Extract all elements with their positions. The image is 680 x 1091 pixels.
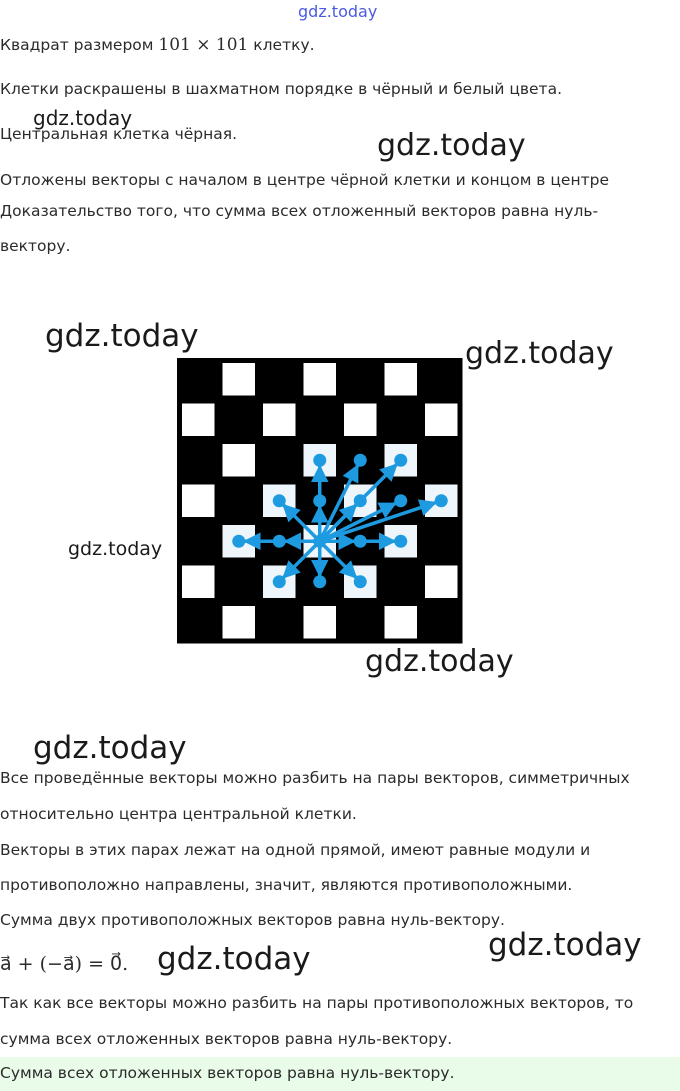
board-cell-dark (421, 602, 462, 643)
cell-center-point (394, 454, 407, 467)
board-cell-dark (300, 400, 341, 441)
watermark: gdz.today (365, 644, 514, 679)
solution-line-3: Векторы в этих парах лежат на одной прямой, имеют равные модули и (0, 841, 591, 859)
solution-line-5: Сумма двух противоположных векторов равна нуль-вектору. (0, 911, 505, 929)
board-cell-dark (340, 602, 381, 643)
board-cell-dark (219, 400, 260, 441)
cell-center-point (273, 535, 286, 548)
statement-line-2: Клетки раскрашены в шахматном порядке в чёрный и белый цвета. (0, 80, 562, 98)
board-cell-dark (421, 440, 462, 481)
watermark-top: gdz.today (298, 2, 378, 21)
board-cell-light (344, 404, 377, 437)
cell-center-point (394, 535, 407, 548)
watermark: gdz.today (465, 336, 614, 371)
watermark: gdz.today (68, 538, 163, 560)
board-cell-dark (178, 440, 219, 481)
watermark: gdz.today (33, 730, 187, 766)
board-cell-dark (259, 359, 300, 400)
board-cell-light (263, 404, 296, 437)
board-cell-dark (381, 400, 422, 441)
grid-size-math: 101 × 101 (158, 35, 249, 55)
cell-center-point (354, 494, 367, 507)
vector-formula: a⃗ + (−a⃗) = 0⃗. (0, 953, 129, 975)
board-cell-dark (259, 602, 300, 643)
statement-line-4: Отложены векторы с началом в центре чёрной клетки и концом в центре (0, 171, 609, 189)
cell-center-point (354, 575, 367, 588)
cell-center-point (273, 575, 286, 588)
answer-text: Сумма всех отложенных векторов равна нуль-вектору. (0, 1064, 455, 1082)
board-cell-dark (381, 562, 422, 603)
statement-line-5: Доказательство того, что сумма всех отложенный векторов равна нуль- (0, 202, 599, 220)
board-cell-light (223, 444, 256, 477)
board-cell-dark (259, 440, 300, 481)
solution-line-2: относительно центра центральной клетки. (0, 805, 357, 823)
answer-box (0, 1057, 680, 1091)
board-cell-dark (219, 562, 260, 603)
cell-center-point (313, 575, 326, 588)
watermark: gdz.today (157, 941, 311, 977)
cell-center-point (394, 494, 407, 507)
center-point (313, 535, 326, 548)
statement-line-6: вектору. (0, 237, 71, 255)
board-cell-dark (421, 521, 462, 562)
cell-center-point (435, 494, 448, 507)
board-cell-light (304, 363, 337, 396)
board-cell-dark (340, 359, 381, 400)
solution-line-7: сумма всех отложенных векторов равна нуль-вектору. (0, 1030, 453, 1048)
board-cell-dark (178, 602, 219, 643)
board-cell-light (182, 485, 215, 518)
board-cell-light (425, 566, 458, 599)
solution-line-1: Все проведённые векторы можно разбить на пары векторов, симметричных (0, 769, 630, 787)
cell-center-point (273, 494, 286, 507)
board-cell-light (223, 363, 256, 396)
board-cell-light (223, 606, 256, 639)
statement-line-3: Центральная клетка чёрная. (0, 125, 238, 143)
solution-line-6: Так как все векторы можно разбить на пары противоположных векторов, то (0, 994, 634, 1012)
board-cell-dark (178, 521, 219, 562)
board-cell-dark (178, 359, 219, 400)
board-cell-dark (421, 359, 462, 400)
watermark: gdz.today (45, 318, 199, 354)
watermark: gdz.today (488, 927, 642, 963)
statement-text: Квадрат размером (0, 36, 159, 54)
board-cell-light (304, 606, 337, 639)
cell-center-point (354, 535, 367, 548)
board-cell-light (385, 363, 418, 396)
solution-line-4: противоположно направлены, значит, являются противоположными. (0, 876, 573, 894)
board-cell-dark (219, 481, 260, 522)
cell-center-point (313, 494, 326, 507)
watermark: gdz.today (377, 128, 526, 163)
board-cell-light (425, 404, 458, 437)
board-cell-light (182, 566, 215, 599)
cell-center-point (313, 454, 326, 467)
board-cell-light (385, 606, 418, 639)
cell-center-point (354, 454, 367, 467)
board-cell-light (182, 404, 215, 437)
cell-center-point (232, 535, 245, 548)
watermark: gdz.today (33, 106, 133, 130)
statement-text: клетку. (248, 36, 315, 54)
